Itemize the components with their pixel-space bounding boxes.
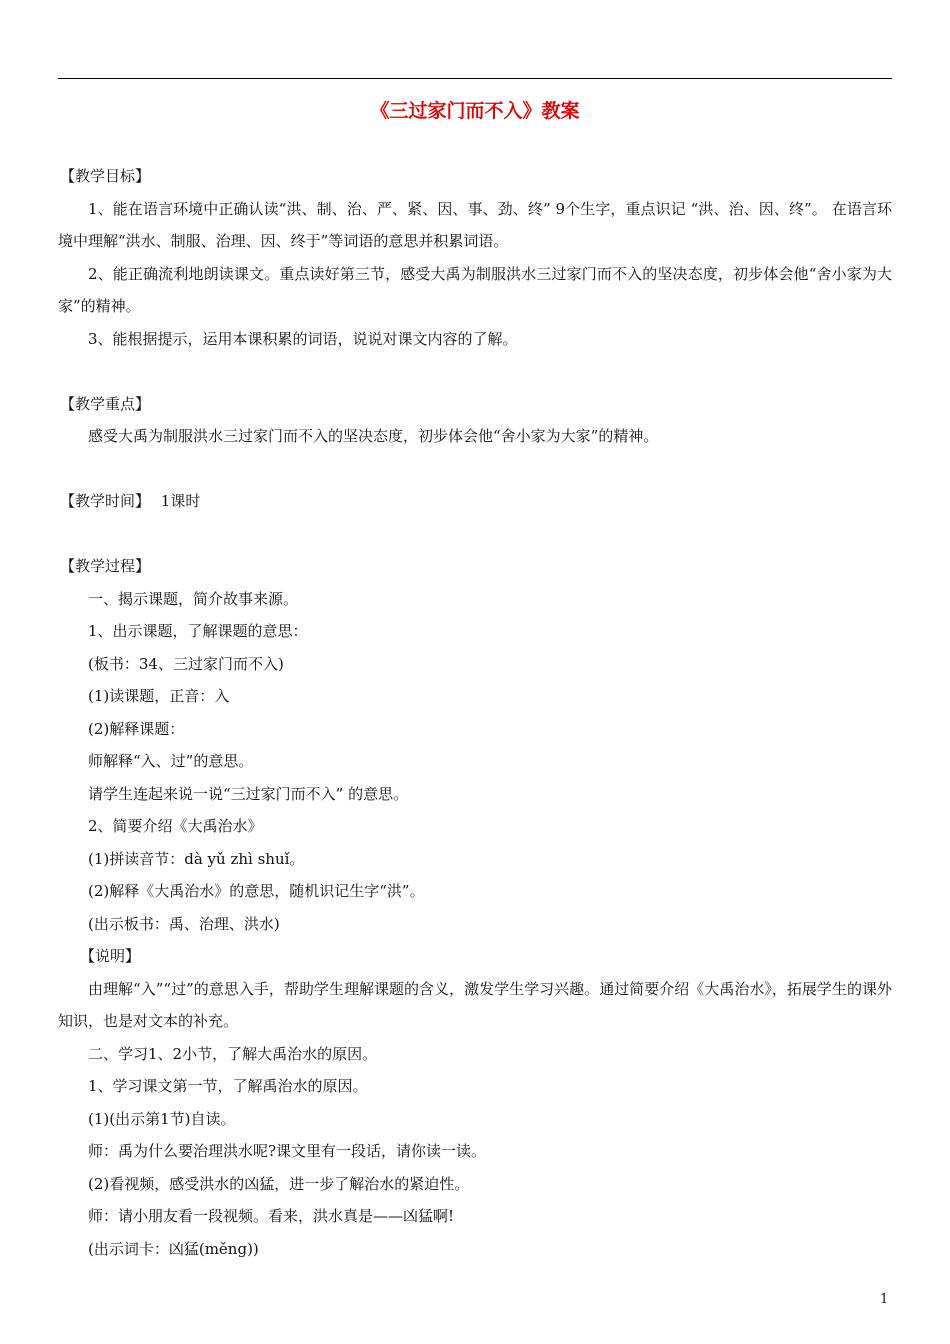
process-line: (出示词卡：凶猛(měng)) [88, 1239, 259, 1258]
process-line: 2、简要介绍《大禹治水》 [88, 817, 263, 835]
process-line: 师：请小朋友看一段视频。看来，洪水真是——凶猛啊! [88, 1207, 455, 1225]
process-line: (1)读课题，正音：入 [88, 687, 230, 705]
process-line: 1、学习课文第一节，了解禹治水的原因。 [88, 1077, 368, 1095]
goal-item-1: 1、能在语言环境中正确认读“洪、制、治、严、紧、因、事、劲、终” 9个生字，重点识记 “洪、治、因、终”。 在语言环境中理解“洪水、制服、治理、因、终于”等词语的意思并积累词语。 [58, 199, 892, 250]
spacer [58, 355, 892, 388]
spacer [58, 518, 892, 551]
process-line: 请学生连起来说一说“三过家门而不入” 的意思。 [88, 784, 409, 803]
time-heading: 【教学时间】 [60, 492, 151, 510]
spacer [58, 453, 892, 486]
goal-item-3: 3、能根据提示，运用本课积累的词语，说说对课文内容的了解。 [88, 329, 518, 348]
goal-item-2: 2、能正确流利地朗读课文。重点读好第三节，感受大禹为制服洪水三过家门而不入的坚决态度，初步体会他“舍小家为大家”的精神。 [58, 264, 892, 315]
process-line: (出示板书：禹、治理、洪水) [88, 914, 280, 933]
document-body [58, 160, 892, 1265]
goals-heading: 【教学目标】 [60, 167, 151, 185]
process-heading: 【教学过程】 [60, 557, 151, 575]
process-line: (1)(出示第1节)自读。 [88, 1109, 236, 1128]
process-line: (板书：34、三过家门而不入) [88, 654, 284, 673]
process-line: (2)解释课题： [88, 719, 185, 738]
process-line: 师解释“入、过”的意思。 [88, 752, 254, 770]
note-text: 由理解“入”“过”的意思入手，帮助学生理解课题的含义，激发学生学习兴趣。通过简要介绍《大禹治水》，拓展学生的课外知识，也是对文本的补充。 [58, 979, 892, 1030]
focus-text: 感受大禹为制服洪水三过家门而不入的坚决态度，初步体会他“舍小家为大家”的精神。 [88, 427, 659, 445]
header-rule [58, 78, 892, 79]
process-line: (2)看视频，感受洪水的凶猛，进一步了解治水的紧迫性。 [88, 1174, 470, 1193]
note-heading: 【说明】 [80, 947, 141, 965]
page-number: 1 [880, 1292, 889, 1307]
process-line: (2)解释《大禹治水》的意思，随机识记生字“洪”。 [88, 882, 425, 900]
process-line: 一、揭示课题，简介故事来源。 [88, 589, 299, 608]
document-title: 《三过家门而不入》教案 [370, 100, 580, 122]
process-line: 1、出示课题，了解课题的意思： [88, 622, 308, 640]
time-value: 1课时 [160, 492, 201, 510]
process-line: (1)拼读音节：dà yǔ zhì shuǐ。 [88, 849, 305, 868]
process-line: 二、学习1、2小节，了解大禹治水的原因。 [88, 1044, 378, 1063]
focus-heading: 【教学重点】 [60, 394, 151, 413]
time-row [58, 485, 892, 518]
process-line: 师：禹为什么要治理洪水呢?课文里有一段话，请你读一读。 [88, 1142, 487, 1160]
